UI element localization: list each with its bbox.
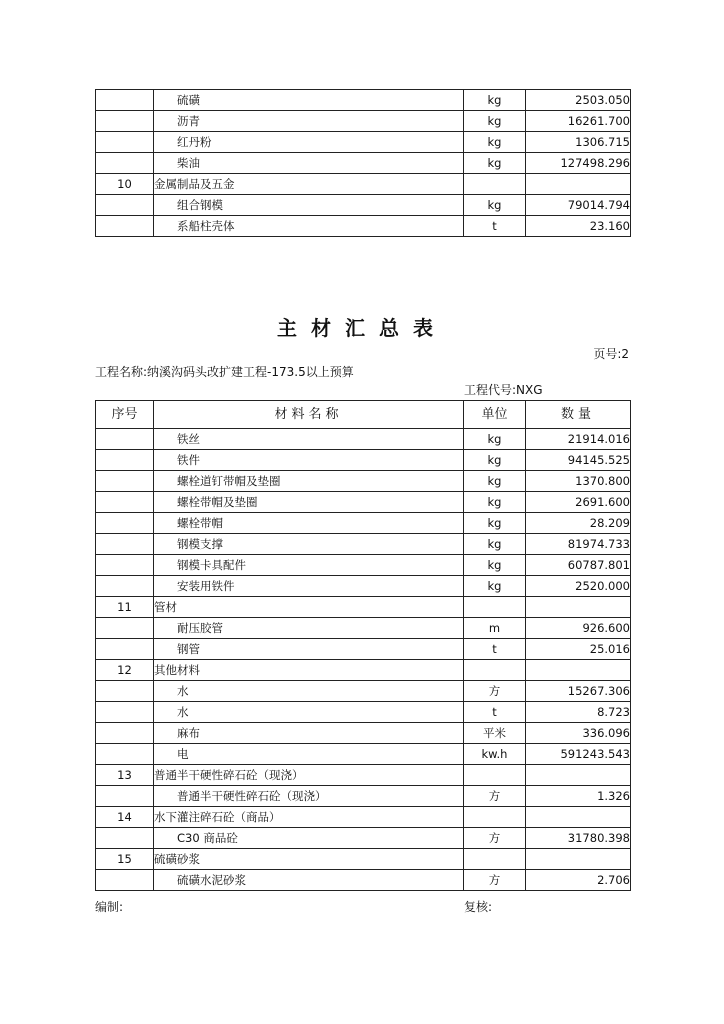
- cell-unit: t: [464, 216, 526, 237]
- cell-unit: 方: [464, 681, 526, 702]
- table-row: [96, 90, 631, 111]
- cell-material-name: 钢模卡具配件: [154, 555, 464, 576]
- table-row: [96, 555, 631, 576]
- cell-quantity: 2503.050: [526, 90, 631, 111]
- table-row: [96, 492, 631, 513]
- cell-quantity: 23.160: [526, 216, 631, 237]
- cell-no: [96, 195, 154, 216]
- cell-material-name: 系船柱壳体: [154, 216, 464, 237]
- cell-no: 12: [96, 660, 154, 681]
- cell-material-name: 钢管: [154, 639, 464, 660]
- table-row: [96, 513, 631, 534]
- page-title: 主材汇总表: [277, 316, 447, 340]
- cell-quantity: 591243.543: [526, 744, 631, 765]
- cell-quantity: [526, 174, 631, 195]
- cell-unit: kg: [464, 450, 526, 471]
- cell-unit: m: [464, 618, 526, 639]
- cell-no: [96, 132, 154, 153]
- cell-quantity: [526, 660, 631, 681]
- cell-no: [96, 723, 154, 744]
- cell-no: [96, 111, 154, 132]
- cell-unit: 方: [464, 870, 526, 891]
- cell-no: 10: [96, 174, 154, 195]
- cell-unit: kg: [464, 90, 526, 111]
- cell-material-name: 沥青: [154, 111, 464, 132]
- cell-no: [96, 681, 154, 702]
- cell-unit: t: [464, 639, 526, 660]
- page-number: 页号:2: [593, 347, 629, 361]
- table-row: [96, 111, 631, 132]
- cell-quantity: 25.016: [526, 639, 631, 660]
- cell-quantity: 15267.306: [526, 681, 631, 702]
- cell-unit: kg: [464, 534, 526, 555]
- cell-no: [96, 450, 154, 471]
- header-material-name: 材料名称: [154, 401, 464, 429]
- cell-quantity: 60787.801: [526, 555, 631, 576]
- cell-quantity: 94145.525: [526, 450, 631, 471]
- cell-quantity: 81974.733: [526, 534, 631, 555]
- cell-no: [96, 492, 154, 513]
- cell-unit: 平米: [464, 723, 526, 744]
- project-name: 工程名称:纳溪沟码头改扩建工程-173.5以上预算: [95, 365, 354, 379]
- cell-no: [96, 471, 154, 492]
- cell-quantity: 1370.800: [526, 471, 631, 492]
- cell-unit: kg: [464, 555, 526, 576]
- table-row: [96, 639, 631, 660]
- cell-quantity: [526, 849, 631, 870]
- table-row: [96, 786, 631, 807]
- cell-no: [96, 429, 154, 450]
- table-row: [96, 216, 631, 237]
- cell-quantity: 8.723: [526, 702, 631, 723]
- cell-quantity: 2.706: [526, 870, 631, 891]
- cell-no: [96, 90, 154, 111]
- table-row: [96, 534, 631, 555]
- cell-material-name: 普通半干硬性碎石砼（现浇）: [154, 765, 464, 786]
- cell-no: [96, 639, 154, 660]
- cell-material-name: 管材: [154, 597, 464, 618]
- cell-no: [96, 153, 154, 174]
- cell-material-name: 铁件: [154, 450, 464, 471]
- cell-quantity: 31780.398: [526, 828, 631, 849]
- cell-unit: kw.h: [464, 744, 526, 765]
- materials-summary-body: [96, 429, 631, 891]
- cell-unit: [464, 660, 526, 681]
- cell-quantity: [526, 807, 631, 828]
- cell-quantity: 2691.600: [526, 492, 631, 513]
- cell-material-name: 水下灌注碎石砼（商品）: [154, 807, 464, 828]
- cell-no: 14: [96, 807, 154, 828]
- cell-unit: 方: [464, 786, 526, 807]
- cell-material-name: 普通半干硬性碎石砼（现浇）: [154, 786, 464, 807]
- materials-summary-table: [95, 400, 631, 891]
- reviewed-by-label: 复核:: [464, 900, 493, 914]
- table-row: [96, 828, 631, 849]
- cell-no: [96, 828, 154, 849]
- table-row: [96, 576, 631, 597]
- cell-quantity: 28.209: [526, 513, 631, 534]
- cell-no: [96, 534, 154, 555]
- table-row: [96, 723, 631, 744]
- cell-material-name: 其他材料: [154, 660, 464, 681]
- cell-quantity: [526, 597, 631, 618]
- cell-no: [96, 870, 154, 891]
- cell-material-name: 螺栓道钉带帽及垫圈: [154, 471, 464, 492]
- table-header-row: [96, 401, 631, 429]
- cell-unit: 方: [464, 828, 526, 849]
- cell-material-name: 水: [154, 681, 464, 702]
- cell-no: [96, 786, 154, 807]
- cell-unit: kg: [464, 153, 526, 174]
- table-row: [96, 132, 631, 153]
- cell-unit: kg: [464, 492, 526, 513]
- cell-no: [96, 618, 154, 639]
- cell-material-name: 螺栓带帽: [154, 513, 464, 534]
- cell-material-name: 安装用铁件: [154, 576, 464, 597]
- table-row: [96, 174, 631, 195]
- cell-quantity: 21914.016: [526, 429, 631, 450]
- cell-quantity: 79014.794: [526, 195, 631, 216]
- cell-no: [96, 744, 154, 765]
- table-row: [96, 450, 631, 471]
- cell-unit: [464, 807, 526, 828]
- cell-quantity: 16261.700: [526, 111, 631, 132]
- table-row: [96, 660, 631, 681]
- cell-no: [96, 576, 154, 597]
- table-row: [96, 849, 631, 870]
- table-row: [96, 765, 631, 786]
- cell-unit: kg: [464, 195, 526, 216]
- cell-material-name: 硫磺: [154, 90, 464, 111]
- cell-unit: kg: [464, 513, 526, 534]
- cell-quantity: [526, 765, 631, 786]
- cell-unit: [464, 849, 526, 870]
- cell-quantity: 926.600: [526, 618, 631, 639]
- table-row: [96, 153, 631, 174]
- cell-material-name: 螺栓带帽及垫圈: [154, 492, 464, 513]
- cell-unit: kg: [464, 471, 526, 492]
- table-row: [96, 471, 631, 492]
- cell-material-name: 金属制品及五金: [154, 174, 464, 195]
- table-row: [96, 681, 631, 702]
- cell-unit: kg: [464, 429, 526, 450]
- cell-material-name: 麻布: [154, 723, 464, 744]
- table-row: [96, 618, 631, 639]
- cell-no: [96, 555, 154, 576]
- table-row: [96, 702, 631, 723]
- cell-unit: kg: [464, 576, 526, 597]
- header-quantity: 数量: [526, 401, 631, 429]
- cell-quantity: 336.096: [526, 723, 631, 744]
- cell-no: [96, 216, 154, 237]
- continued-materials-body: [96, 90, 631, 237]
- cell-material-name: 红丹粉: [154, 132, 464, 153]
- project-code: 工程代号:NXG: [464, 383, 543, 397]
- cell-material-name: 耐压胶管: [154, 618, 464, 639]
- cell-material-name: 硫磺砂浆: [154, 849, 464, 870]
- cell-unit: [464, 597, 526, 618]
- cell-material-name: 组合钢模: [154, 195, 464, 216]
- cell-material-name: 柴油: [154, 153, 464, 174]
- cell-quantity: 2520.000: [526, 576, 631, 597]
- cell-material-name: C30 商品砼: [154, 828, 464, 849]
- continued-materials-table: [95, 89, 631, 237]
- cell-quantity: 1.326: [526, 786, 631, 807]
- cell-no: 15: [96, 849, 154, 870]
- cell-material-name: 水: [154, 702, 464, 723]
- table-row: [96, 744, 631, 765]
- cell-no: [96, 702, 154, 723]
- cell-material-name: 钢模支撑: [154, 534, 464, 555]
- cell-material-name: 硫磺水泥砂浆: [154, 870, 464, 891]
- table-row: [96, 195, 631, 216]
- cell-no: [96, 513, 154, 534]
- table-row: [96, 597, 631, 618]
- cell-material-name: 铁丝: [154, 429, 464, 450]
- cell-quantity: 1306.715: [526, 132, 631, 153]
- cell-unit: kg: [464, 111, 526, 132]
- table-row: [96, 807, 631, 828]
- cell-unit: [464, 174, 526, 195]
- prepared-by-label: 编制:: [95, 900, 124, 914]
- header-no: 序号: [96, 401, 154, 429]
- cell-unit: t: [464, 702, 526, 723]
- table-row: [96, 870, 631, 891]
- cell-unit: kg: [464, 132, 526, 153]
- cell-no: 11: [96, 597, 154, 618]
- header-unit: 单位: [464, 401, 526, 429]
- cell-quantity: 127498.296: [526, 153, 631, 174]
- cell-material-name: 电: [154, 744, 464, 765]
- cell-no: 13: [96, 765, 154, 786]
- cell-unit: [464, 765, 526, 786]
- table-row: [96, 429, 631, 450]
